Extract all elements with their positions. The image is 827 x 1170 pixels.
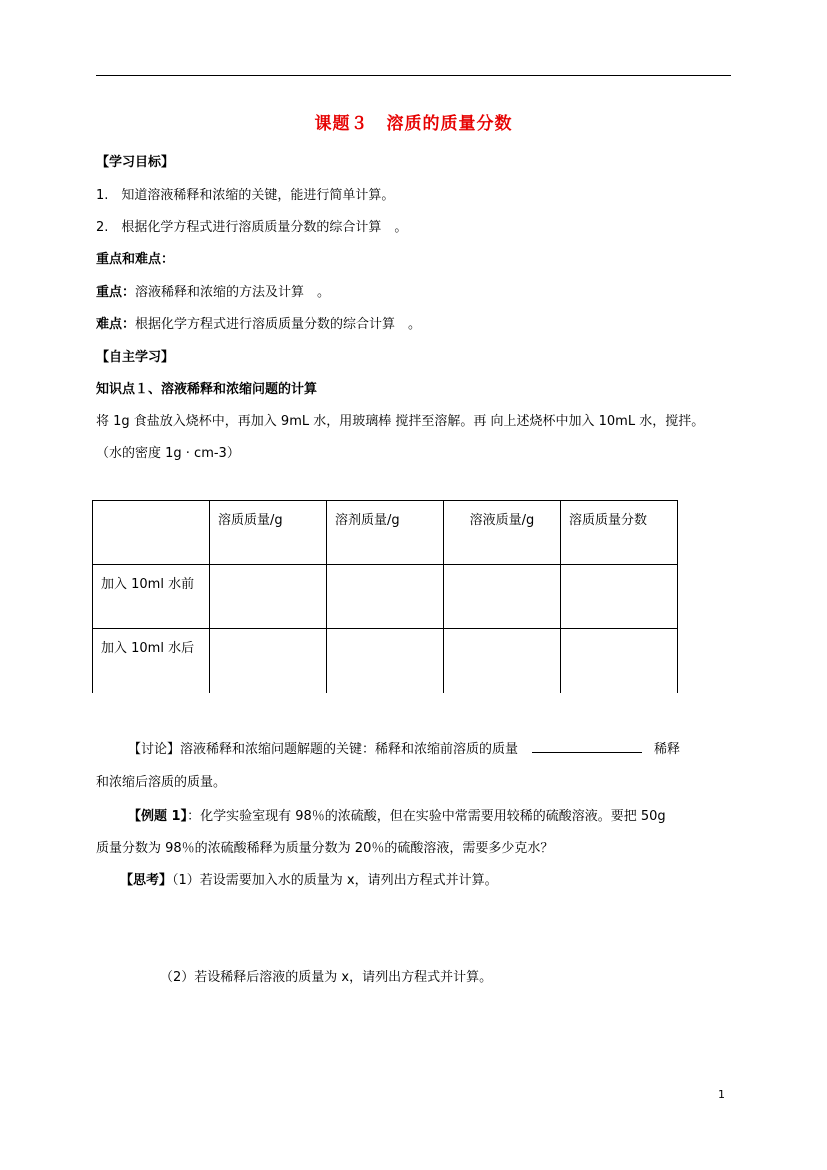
thinking-q1-text: （1）若设需要加入水的质量为 x，请列出方程式并计算。 (172, 873, 498, 888)
table-cell (210, 565, 327, 629)
key-point (96, 281, 330, 300)
table-header-row (93, 501, 678, 565)
example-text: ：化学实验室现有 98％的浓硫酸，但在实验中常需要用较稀的硫酸溶液。要把 50g (187, 809, 666, 824)
table-header-cell (93, 501, 210, 565)
table-header-cell: 溶液质量/g (444, 501, 561, 565)
table-cell (327, 629, 444, 693)
table-cell (327, 565, 444, 629)
table-cell: 加入 10ml 水后 (93, 629, 210, 693)
header-rule (96, 75, 731, 76)
table-header-cell: 溶剂质量/g (327, 501, 444, 565)
table-cell (444, 629, 561, 693)
self-study-heading: 【自主学习】 (96, 350, 175, 365)
table-header-cell: 溶质质量分数 (561, 501, 678, 565)
example-label: 【例题 1】 (128, 809, 188, 824)
problem-line-2: （水的密度 1g · cm-3） (96, 446, 240, 461)
table-cell: 加入 10ml 水前 (93, 565, 210, 629)
goals-heading: 【学习目标】 (96, 155, 175, 170)
page-title: 课题３ 溶质的质量分数 (314, 114, 513, 134)
thinking-question-1 (120, 869, 498, 888)
data-table (92, 500, 678, 693)
keypoints-heading: 重点和难点： (96, 252, 175, 267)
thinking-question-2: （2）若设稀释后溶液的质量为 x，请列出方程式并计算。 (160, 970, 493, 985)
discussion-text-after: 稀释 (654, 742, 681, 757)
difficult-point (96, 313, 421, 332)
discussion-line-2: 和浓缩后溶质的质量。 (96, 775, 227, 790)
table-cell (561, 565, 678, 629)
knowledge-point-title: 知识点１、溶液稀释和浓缩问题的计算 (96, 382, 318, 397)
goal-item-2: 2. 根据化学方程式进行溶质质量分数的综合计算 。 (96, 220, 408, 235)
discussion-line-1 (128, 738, 680, 757)
table-cell (444, 565, 561, 629)
table-cell (561, 629, 678, 693)
key-point-label: 重点： (96, 285, 136, 300)
discussion-label: 【讨论】 (128, 742, 181, 757)
page-number: 1 (718, 1088, 725, 1101)
thinking-label: 【思考】 (120, 873, 173, 888)
goal-item-1: 1. 知道溶液稀释和浓缩的关键，能进行简单计算。 (96, 188, 395, 203)
example-line-2: 质量分数为 98％的浓硫酸稀释为质量分数为 20％的硫酸溶液，需要多少克水？ (96, 841, 554, 856)
table-cell (210, 629, 327, 693)
table-header-cell: 溶质质量/g (210, 501, 327, 565)
difficult-point-label: 难点： (96, 317, 136, 332)
table-row (93, 629, 678, 693)
example-line-1 (128, 805, 666, 824)
fill-in-blank[interactable] (532, 738, 642, 753)
difficult-point-text: 根据化学方程式进行溶质质量分数的综合计算 。 (135, 317, 422, 332)
discussion-text: 溶液稀释和浓缩问题解题的关键：稀释和浓缩前溶质的质量 (180, 742, 519, 757)
problem-line-1: 将 1g 食盐放入烧杯中，再加入 9mL 水，用玻璃棒 搅拌至溶解。再 向上述烧杯中加入 10mL 水，搅拌。 (96, 414, 705, 429)
table-row (93, 565, 678, 629)
key-point-text: 溶液稀释和浓缩的方法及计算 。 (135, 285, 331, 300)
